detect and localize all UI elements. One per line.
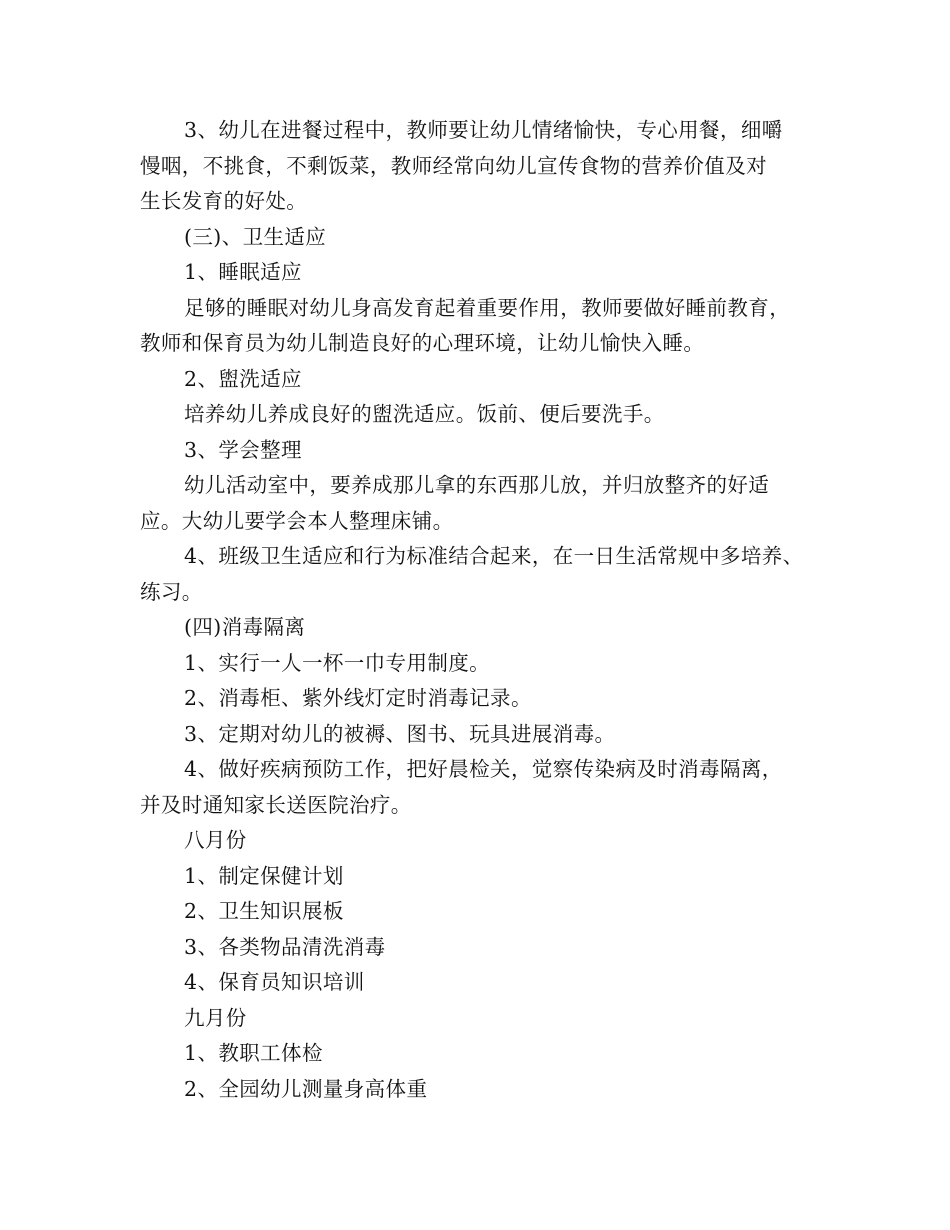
list-item: 1、实行一人一杯一巾专用制度。: [184, 650, 491, 675]
list-item: 4、做好疾病预防工作，把好晨检关，觉察传染病及时消毒隔离，: [184, 757, 783, 781]
subsection-heading: 1、睡眠适应: [184, 260, 302, 284]
subsection-heading: 2、盥洗适应: [184, 366, 302, 391]
list-item: 4、保育员知识培训: [184, 970, 365, 994]
paragraph-line: 练习。: [140, 579, 203, 604]
paragraph-line: 教师和保育员为幼儿制造良好的心理环境，让幼儿愉快入睡。: [140, 331, 705, 355]
month-heading: 九月份: [184, 1005, 247, 1030]
month-heading: 八月份: [184, 828, 247, 852]
list-item: 2、消毒柜、紫外线灯定时消毒记录。: [184, 686, 532, 710]
paragraph-line: 生长发育的好处。: [140, 189, 308, 213]
list-item: 1、制定保健计划: [184, 863, 344, 888]
paragraph-line: 应。大幼儿要学会本人整理床铺。: [140, 508, 454, 533]
list-item: 3、定期对幼儿的被褥、图书、玩具进展消毒。: [184, 721, 616, 746]
list-item: 2、全园幼儿测量身高体重: [184, 1076, 428, 1101]
list-item: 2、卫生知识展板: [184, 899, 344, 923]
paragraph-line: 并及时通知家长送医院治疗。: [140, 792, 412, 817]
document-body: [140, 113, 830, 1107]
section-heading: (四)消毒隔离: [184, 615, 306, 639]
list-item: 1、教职工体检: [184, 1041, 323, 1065]
paragraph-line: 足够的睡眠对幼儿身高发育起着重要作用，教师要做好睡前教育，: [184, 295, 791, 320]
paragraph-line: 培养幼儿养成良好的盥洗适应。饭前、便后要洗手。: [184, 402, 665, 426]
subsection-heading: 3、学会整理: [184, 437, 302, 462]
paragraph-line: 幼儿活动室中，要养成那儿拿的东西那儿放，并归放整齐的好适: [184, 473, 770, 497]
paragraph-line: 4、班级卫生适应和行为标准结合起来，在一日生活常规中多培养、: [184, 544, 804, 568]
paragraph-line: 慢咽，不挑食，不剩饭菜，教师经常向幼儿宣传食物的营养价值及对: [140, 153, 767, 178]
list-item: 3、各类物品清洗消毒: [184, 934, 386, 959]
paragraph-line: 3、幼儿在进餐过程中，教师要让幼儿情绪愉快，专心用餐，细嚼: [184, 118, 783, 142]
section-heading: (三)、卫生适应: [184, 224, 327, 249]
